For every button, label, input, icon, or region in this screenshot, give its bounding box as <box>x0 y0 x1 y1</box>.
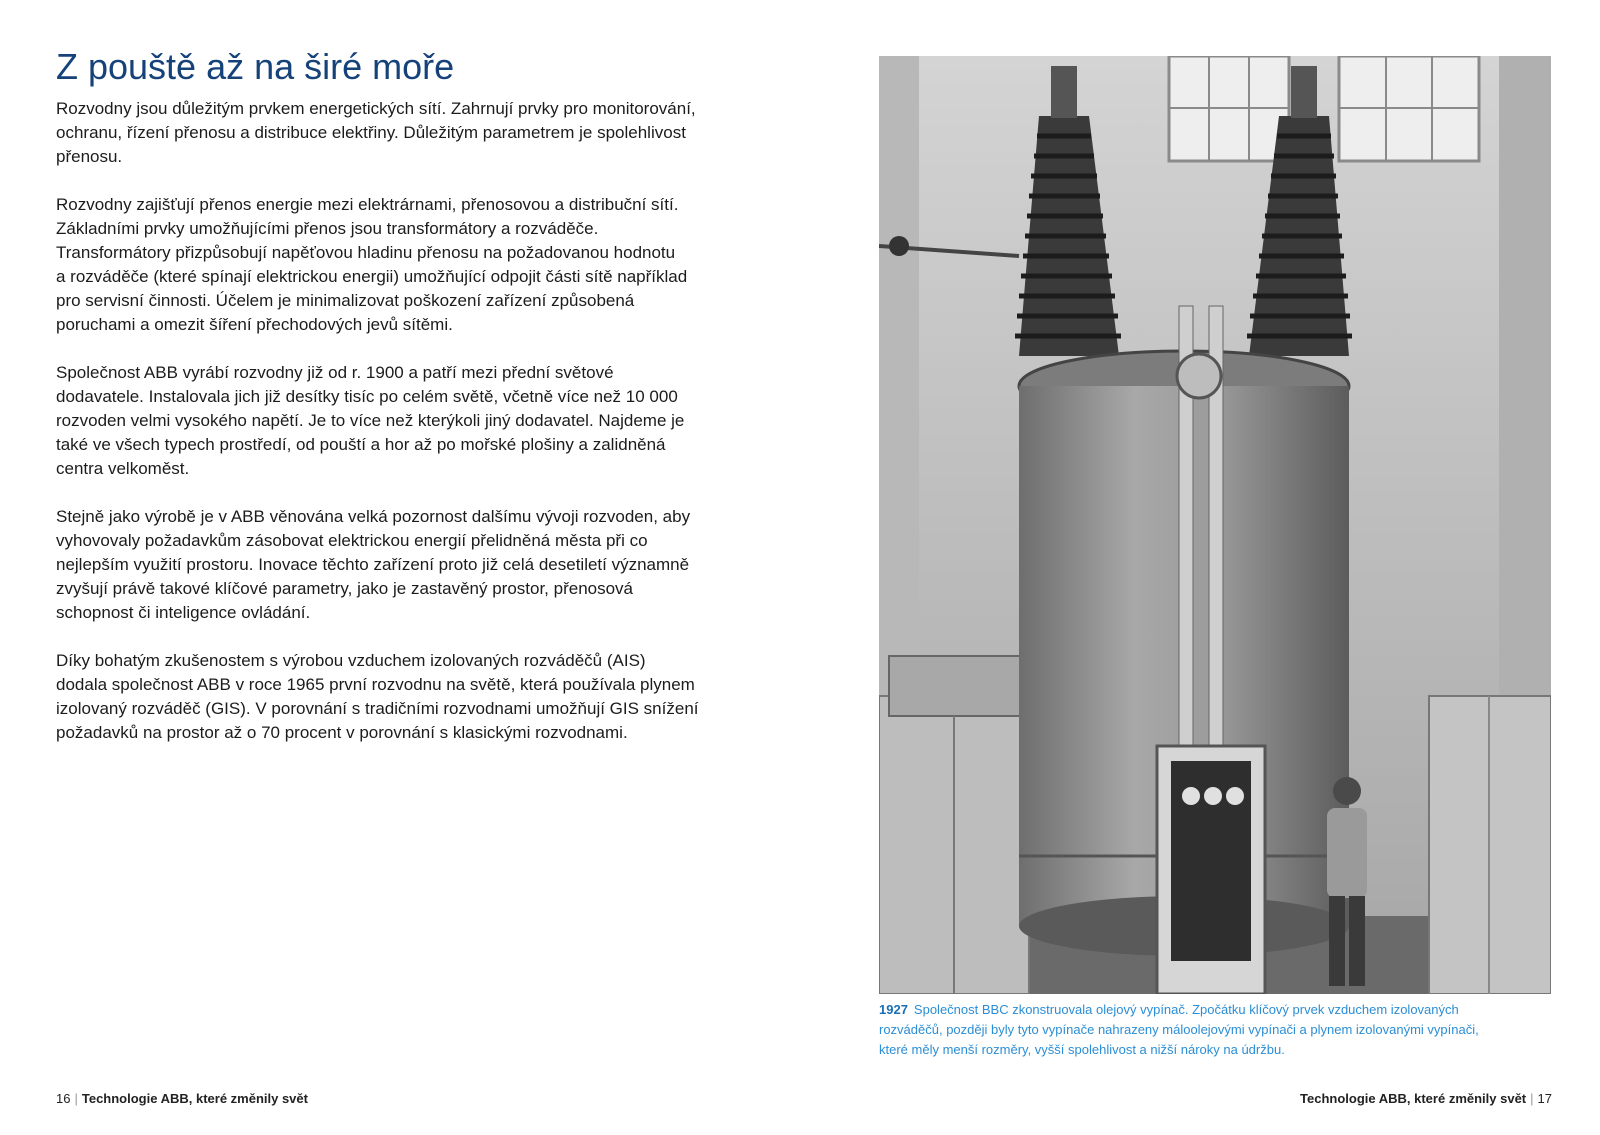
footer-left <box>56 1090 308 1108</box>
paragraph-line: centra velkoměst. <box>56 459 190 478</box>
paragraph-line: izolovaný rozváděč (GIS). V porovnání s tradičními rozvodnami umožňují GIS snížení <box>56 699 699 718</box>
footer-separator: | <box>74 1091 78 1106</box>
photo-caption <box>879 1000 1559 1060</box>
paragraph-line: schopnost či inteligence ovládání. <box>56 603 311 622</box>
caption-text: Společnost BBC zkonstruovala olejový vypínač. Zpočátku klíčový prvek vzduchem izolovaných <box>913 1002 1459 1017</box>
paragraph-line: Stejně jako výrobě je v ABB věnována velká pozornost dalšímu vývoji rozvoden, aby <box>56 507 691 526</box>
footer-title: Technologie ABB, které změnily svět <box>81 1091 308 1106</box>
paragraph-line: také ve všech typech prostředí, od pouští a hor až po mořské plošiny a zalidněná <box>56 435 666 454</box>
paragraph-line: dodavatele. Instalovala jich již desítky tisíc po celém světě, včetně více než 10 000 <box>56 387 678 406</box>
paragraph-line: dodala společnost ABB v roce 1965 první rozvodnu na světě, která používala plynem <box>56 675 695 694</box>
paragraph-line: pro servisní činnosti. Účelem je minimalizovat poškození zařízení způsobená <box>56 291 635 310</box>
paragraph-2 <box>56 193 756 337</box>
historic-photo <box>879 56 1551 994</box>
paragraph-line: Díky bohatým zkušenostem s výrobou vzduchem izolovaných rozváděčů (AIS) <box>56 651 646 670</box>
caption-line <box>879 1000 1559 1020</box>
paragraph-line: zvyšují právě takové klíčové parametry, jako je zastavěný prostor, přenosová <box>56 579 634 598</box>
page-number-left: 16 <box>56 1091 71 1106</box>
paragraph-line: vyhovovaly požadavkům zásobovat elektrickou energií přelidněná města při co <box>56 531 648 550</box>
paragraph-line: požadavků na prostor až o 70 procent v porovnání s klasickými rozvodnami. <box>56 723 628 742</box>
paragraph-1 <box>56 97 756 169</box>
paragraph-3 <box>56 361 756 481</box>
caption-line: rozváděčů, později byly tyto vypínače nahrazeny máloolejovými vypínači a plynem izolovanými vypínači, <box>879 1022 1479 1037</box>
page-title: Z pouště až na širé moře <box>56 46 455 87</box>
paragraph-line: a rozváděče (které spínají elektrickou energii) umožňující odpojit části sítě například <box>56 267 688 286</box>
paragraph-line: Základními prvky umožňujícími přenos jsou transformátory a rozváděče. <box>56 219 599 238</box>
paragraph-line: nejlepším využití prostoru. Inovace těchto zařízení proto již celá desetiletí významně <box>56 555 690 574</box>
paragraph-line: rozvoden velmi vysokého napětí. Je to více než kterýkoli jiný dodavatel. Najdeme je <box>56 411 685 430</box>
paragraph-line: ochranu, řízení přenosu a distribuce elektřiny. Důležitým parametrem je spolehlivost <box>56 123 686 142</box>
paragraph-line: poruchami a omezit šíření přechodových jevů sítěmi. <box>56 315 453 334</box>
body-text <box>56 97 756 769</box>
footer-right <box>1300 1090 1552 1108</box>
caption-line: které měly menší rozměry, vyšší spolehlivost a nižší nároky na údržbu. <box>879 1042 1285 1057</box>
oil-circuit-breaker-illustration <box>879 56 1551 994</box>
paragraph-line: Rozvodny zajišťují přenos energie mezi elektrárnami, přenosovou a distribuční sítí. <box>56 195 679 214</box>
caption-year: 1927 <box>879 1002 908 1017</box>
footer-title: Technologie ABB, které změnily svět <box>1300 1091 1527 1106</box>
paragraph-line: Rozvodny jsou důležitým prvkem energetických sítí. Zahrnují prvky pro monitorování, <box>56 99 696 118</box>
footer-separator: | <box>1530 1091 1534 1106</box>
paragraph-5 <box>56 649 756 745</box>
paragraph-4 <box>56 505 756 625</box>
paragraph-line: Transformátory přizpůsobují napěťovou hladinu přenosu na požadovanou hodnotu <box>56 243 676 262</box>
paragraph-line: přenosu. <box>56 147 123 166</box>
page-number-right: 17 <box>1537 1091 1552 1106</box>
paragraph-line: Společnost ABB vyrábí rozvodny již od r. 1900 a patří mezi přední světové <box>56 363 614 382</box>
